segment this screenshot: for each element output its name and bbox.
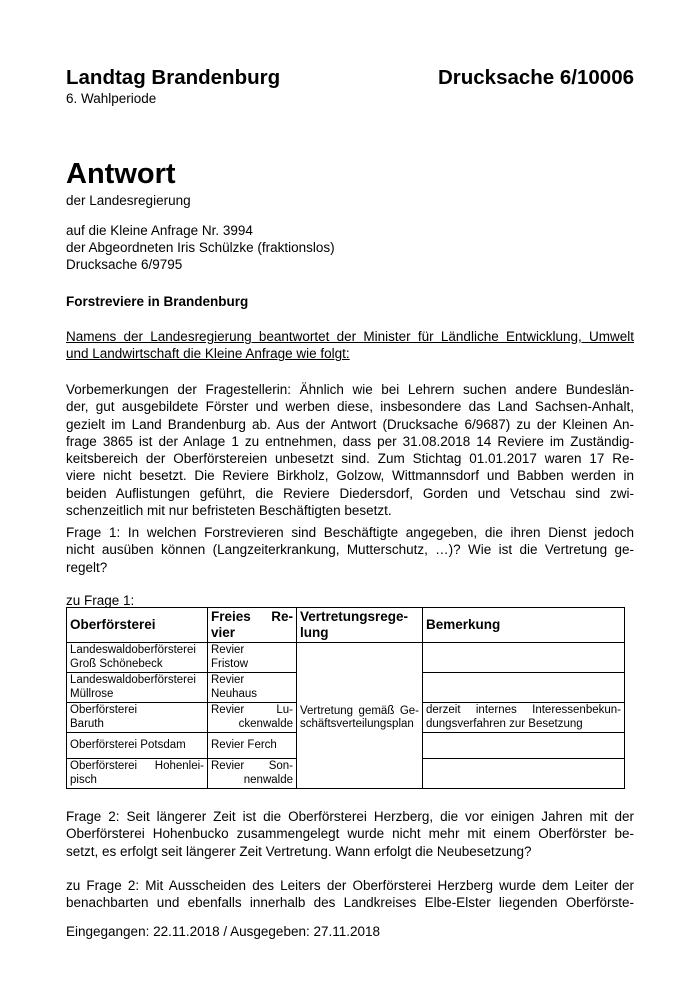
cell-text: schäftsverteilungsplan xyxy=(300,718,414,730)
intro-paragraph xyxy=(66,328,634,363)
text-line: setzt, es erfolgt seit längerer Zeit Vertretung. Wann erfolgt die Neubesetzung? xyxy=(66,843,532,859)
reference-line: der Abgeordneten Iris Schülzke (fraktionslos) xyxy=(66,240,335,255)
cell-revier xyxy=(208,643,297,673)
reference-line: auf die Kleine Anfrage Nr. 3994 xyxy=(66,223,253,238)
cell-oberfoersterei: Oberförsterei Potsdam xyxy=(67,733,208,759)
cell-text: Revier Lu- xyxy=(211,704,293,716)
drucksache-number: Drucksache 6/10006 xyxy=(437,66,634,89)
cell-revier xyxy=(208,703,297,733)
text-line: Oberförsterei Hohenbucko zusammengelegt wurde nicht mehr mit einem Oberförster be- xyxy=(66,826,634,842)
subject-heading: Forstreviere in Brandenburg xyxy=(66,294,249,309)
landtag-title: Landtag Brandenburg xyxy=(66,66,281,89)
cell-text: Revier xyxy=(211,644,245,656)
header-text: Freies Re- xyxy=(211,609,293,624)
text-line: beiden Auflistungen geführt, die Reviere Diedersdorf, Gorden und Vetschau sind zwi- xyxy=(66,485,634,501)
cell-text: Baruth xyxy=(70,717,104,730)
header-freies-revier xyxy=(208,608,297,643)
frage1-paragraph xyxy=(66,524,634,576)
reference-line: Drucksache 6/9795 xyxy=(66,257,183,272)
cell-bemerkung xyxy=(423,703,625,733)
cell-text: Groß Schönebeck xyxy=(70,657,163,670)
header-bemerkung: Bemerkung xyxy=(423,608,625,643)
text-line: keitsbereich der Oberförstereien unbesetzt sind. Zum Stichtag 01.01.2017 waren 17 Re- xyxy=(66,451,634,467)
header-oberfoersterei: Oberförsterei xyxy=(67,608,208,643)
cell-text: dungsverfahren zur Besetzung xyxy=(426,717,583,730)
cell-revier xyxy=(208,759,297,789)
zu-frage2-paragraph xyxy=(66,877,634,912)
cell-text: Landeswaldoberförsterei xyxy=(70,674,196,686)
header-text: vier xyxy=(211,625,236,640)
text-line: Frage 2: Seit längerer Zeit ist die Oberförsterei Herzberg, die vor einigen Jahren mit der xyxy=(66,809,634,824)
table-header-row xyxy=(67,608,625,643)
frage2-paragraph xyxy=(66,808,634,860)
text-line: viere nicht besetzt. Die Reviere Birkholz, Golzow, Wittmannsdorf und Babben werden in xyxy=(66,468,634,484)
cell-vertretung xyxy=(297,643,423,789)
header-text: Vertretungsrege- xyxy=(300,609,409,624)
cell-text: Revier xyxy=(211,674,245,686)
text-line: Namens der Landesregierung beantwortet der Minister für Ländliche Entwicklung, Umwelt xyxy=(66,329,634,344)
cell-text: nenwalde xyxy=(243,773,293,786)
text-line: frage 3865 ist der Anlage 1 zu entnehmen, dass per 31.08.2018 14 Reviere im Zuständig- xyxy=(66,433,634,449)
table-row xyxy=(67,643,625,673)
cell-text: Landeswaldoberförsterei xyxy=(70,644,196,656)
text-line: benachbarten und ebenfalls innerhalb des Landkreises Elbe-Elster liegenden Oberförste- xyxy=(66,895,634,911)
doc-type-heading: Antwort xyxy=(66,158,176,190)
cell-text: Vertretung gemäß Ge- xyxy=(300,704,419,717)
cell-oberfoersterei xyxy=(67,643,208,673)
wahlperiode: 6. Wahlperiode xyxy=(66,91,157,106)
header-vertretung xyxy=(297,608,423,643)
cell-text: pisch xyxy=(70,773,97,786)
footer-dates: Eingegangen: 22.11.2018 / Ausgegeben: 27.11.2018 xyxy=(66,924,381,939)
text-line: gezielt im Land Brandenburg ab. Aus der Antwort (Drucksache 6/9687) zu der Kleinen An- xyxy=(66,416,634,432)
cell-revier xyxy=(208,673,297,703)
cell-text: Neuhaus xyxy=(211,687,258,700)
vorbemerkung-paragraph xyxy=(66,381,634,519)
cell-text: ckenwalde xyxy=(238,717,293,730)
zu-frage1-label: zu Frage 1: xyxy=(66,593,135,608)
text-line: Vorbemerkungen der Fragestellerin: Ähnlich wie bei Lehrern suchen andere Bundeslän- xyxy=(66,382,634,397)
text-line: regelt? xyxy=(66,559,108,575)
text-line: Frage 1: In welchen Forstrevieren sind Beschäftigte angegeben, die ihren Dienst jedoch xyxy=(66,525,634,540)
cell-bemerkung xyxy=(423,759,625,789)
text-line: zu Frage 2: Mit Ausscheiden des Leiters der Oberförsterei Herzberg wurde dem Leiter der xyxy=(66,878,634,893)
cell-oberfoersterei xyxy=(67,703,208,733)
cell-text: Oberförsterei Hohenlei- xyxy=(70,760,204,772)
cell-text: derzeit internes Interessenbekun- xyxy=(426,704,621,716)
text-line: schenzeitlich mit nur befristeten Beschäftigten besetzt. xyxy=(66,503,392,519)
cell-text: Müllrose xyxy=(70,687,114,700)
cell-oberfoersterei xyxy=(67,673,208,703)
cell-text: Revier Son- xyxy=(211,760,293,772)
cell-revier: Revier Ferch xyxy=(208,733,297,759)
reference-block xyxy=(66,222,335,273)
text-line: und Landwirtschaft die Kleine Anfrage wie folgt: xyxy=(66,346,350,362)
header-text: lung xyxy=(300,625,329,640)
vertretung-table xyxy=(66,607,625,789)
cell-text: Fristow xyxy=(211,657,249,670)
cell-bemerkung xyxy=(423,643,625,673)
doc-issuer: der Landesregierung xyxy=(66,193,191,208)
cell-text: Oberförsterei xyxy=(70,704,138,716)
cell-bemerkung xyxy=(423,673,625,703)
cell-bemerkung xyxy=(423,733,625,759)
text-line: der, gut ausgebildete Förster und werben diese, insbesondere das Land Sachsen-Anhalt, xyxy=(66,399,634,415)
cell-oberfoersterei xyxy=(67,759,208,789)
text-line: nicht ausüben können (Langzeiterkrankung, Mutterschutz, …)? Wie ist die Vertretung ge- xyxy=(66,542,634,558)
